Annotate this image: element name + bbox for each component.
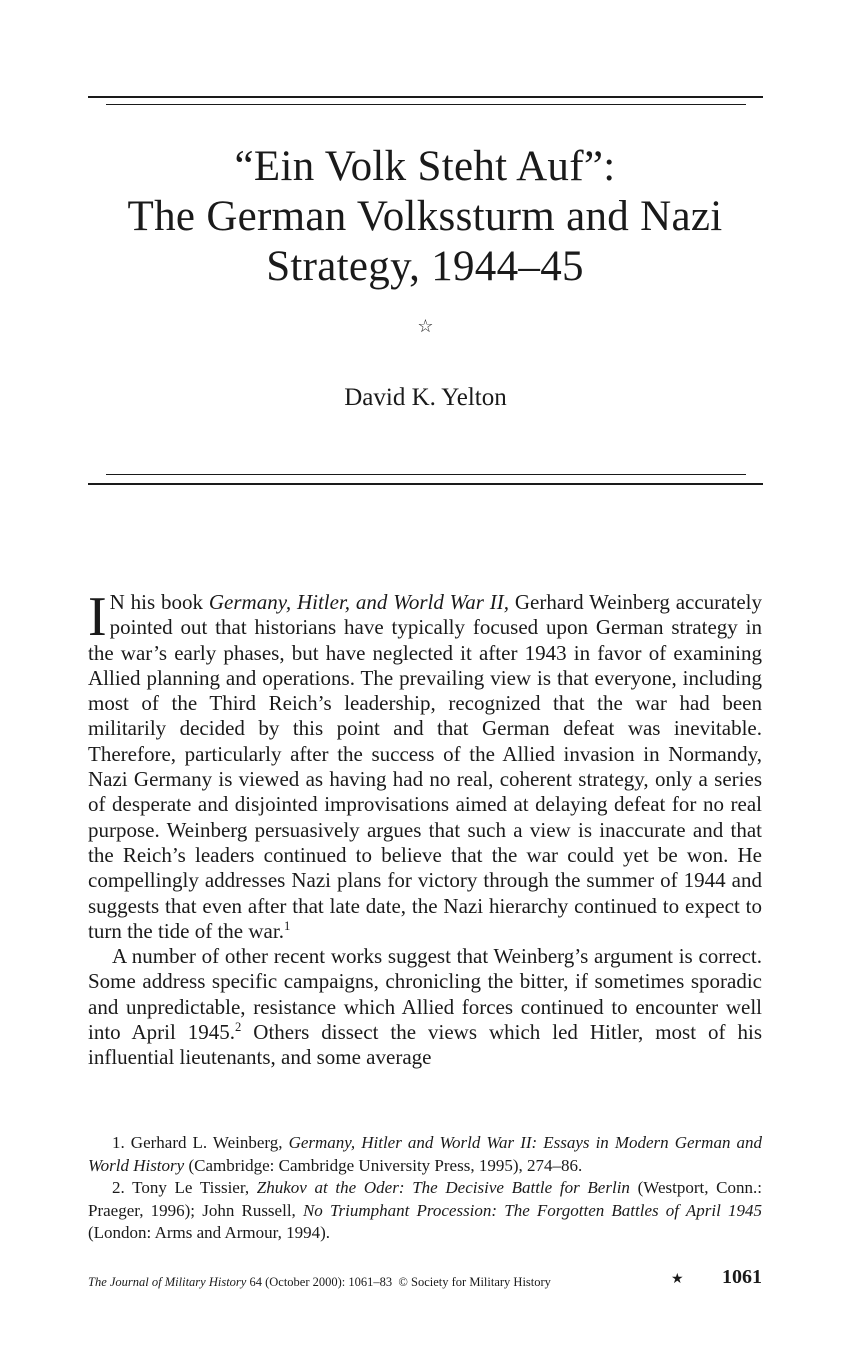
fn1-title: Germany, Hitler and World War II: Essays in Modern German and World History (88, 1133, 762, 1175)
top-rule-thick (88, 96, 763, 98)
article-title (80, 142, 770, 292)
title-line-3: Strategy, 1944–45 (266, 243, 584, 290)
p2-text-1: A number of other recent works suggest that Weinberg’s argument is correct. Some address specific campaigns, chronicling the bitter, if sometimes sporadic and unpredictable, resistance which Allied forces continued to encounter well into April 1945. (88, 944, 762, 1045)
fn1-text-2: (Cambridge: Cambridge University Press, 1995), 274–86. (184, 1155, 583, 1175)
fn2-title-1: Zhukov at the Oder: The Decisive Battle for Berlin (256, 1178, 630, 1197)
footer-star-icon: ★ (671, 1272, 684, 1287)
fn2-text-1: 2. Tony Le Tissier, (112, 1178, 257, 1197)
title-line-1: “Ein Volk Steht Auf”: (234, 143, 616, 190)
fn1-text-1: 1. Gerhard L. Weinberg, (112, 1133, 289, 1152)
star-ornament-icon: ☆ (417, 316, 434, 336)
p2-text-2: Others dissect the views which led Hitler, most of his influential lieutenants, and some average (88, 1020, 763, 1070)
footnote-ref-1: 1 (283, 918, 291, 933)
fn2-text-3: (London: Arms and Armour, 1994). (88, 1223, 331, 1242)
body-paragraph-1 (88, 586, 762, 944)
top-rule-thin (106, 104, 746, 105)
bottom-rule-thick (88, 483, 763, 485)
p1-text-2: Gerhard Weinberg accurately pointed out that historians have typically focused upon German strategy in the war’s early phases, but have neglected it after 1943 in favor of examining Allied planning and operations. The prevailing view is that everyone, including most of the Third Reich’s leadership, recognized that the war had been militarily decided by this point and that German defeat was inevitable. Therefore, particularly after the success of the Allied invasion in Normandy, Nazi Germany is viewed as having had no real, coherent strategy, only a series of desperate and disjointed improvisations aimed at delaying defeat for no real purpose. Weinberg persuasively argues that such a view is inaccurate and that the Reich’s leaders continued to believe that the war could yet be won. He compellingly addresses Nazi plans for victory through the summer of 1944 and suggests that even after that late date, the Nazi hierarchy continued to expect to turn the tide of the war. (88, 590, 762, 943)
footnote-1 (88, 1132, 762, 1177)
p1-text-1: N his book (109, 590, 209, 614)
footnote-ref-2: 2 (235, 1020, 242, 1035)
footer-citation-details: 64 (October 2000): 1061–83 © Society for Military History (246, 1275, 551, 1289)
author-name: David K. Yelton (344, 384, 507, 411)
p1-book-title: Germany, Hitler, and World War II, (208, 590, 510, 614)
footer-citation (88, 1272, 551, 1292)
body-paragraph-2 (88, 944, 762, 1070)
fn2-title-2: No Triumphant Procession: The Forgotten Battles of April 1945 (302, 1200, 762, 1220)
footnotes (88, 1132, 762, 1245)
footer-journal-name: The Journal of Military History (88, 1275, 247, 1289)
article-body (88, 586, 763, 1071)
drop-cap: I (88, 586, 107, 648)
page-number: 1061 (722, 1266, 762, 1288)
fn2-text-2: (Westport, Conn.: Praeger, 1996); John Russell, (88, 1178, 762, 1220)
bottom-rule-thin (106, 474, 746, 475)
footnote-2 (88, 1177, 762, 1245)
title-line-2: The German Volkssturm and Nazi (127, 193, 723, 240)
